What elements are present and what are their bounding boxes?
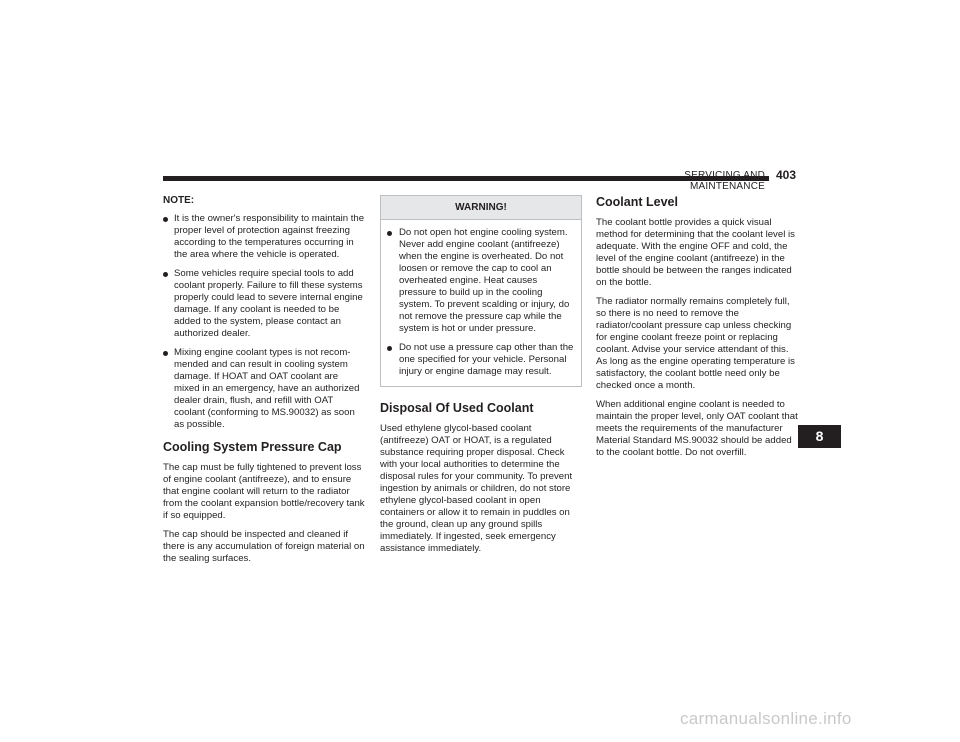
warning-text: Do not open hot engine cooling system. Never add engine coolant (antifreeze) when the engine is overheated. Do not loosen or remove the cap to cool an overheated engine. Heat causes pressure to build up in the cooling system. To prevent scalding or injury, do not remove the pressure cap while the system is hot or under pressure.	[399, 227, 570, 334]
note-item	[163, 347, 365, 431]
note-item	[163, 213, 365, 261]
warning-text: Do not use a pressure cap other than the one specified for your vehicle. Personal injury or engine damage may result.	[399, 342, 574, 377]
disposal-paragraph: Used ethylene glycol-based coolant (antifreeze) OAT or HOAT, is a regulated substance requiring proper disposal. Check with your local authorities to determine the disposal rules for your community. To prevent ingestion by animals or children, do not store ethylene glycol-based coolant in open containers or allow it to remain in puddles on the ground, clean up any ground spills immediately. If ingested, seek emergency assistance immediately.	[380, 423, 573, 554]
pressure-cap-heading: Cooling System Pressure Cap	[163, 440, 342, 454]
section-title: SERVICING AND MAINTENANCE	[684, 170, 765, 192]
watermark: carmanualsonline.info	[680, 709, 852, 728]
bullet-icon	[387, 346, 392, 351]
warning-item	[387, 227, 575, 335]
coolant-level-paragraph: The radiator normally remains completely full, so there is no need to remove the radiator/coolant pressure cap unless checking for engine coolant freeze point or replacing coolant. Advise your service attendant of this. As long as the engine operating temperature is satisfactory, the coolant bottle need only be checked once a month.	[596, 296, 795, 391]
column-middle	[380, 195, 582, 562]
warning-list	[387, 227, 575, 378]
bullet-icon	[163, 272, 168, 277]
warning-item	[387, 342, 575, 378]
column-left	[163, 195, 365, 572]
bullet-icon	[163, 217, 168, 222]
chapter-tab: 8	[798, 425, 841, 448]
warning-box	[380, 195, 582, 387]
column-right	[596, 195, 798, 466]
warning-body	[381, 220, 581, 386]
note-list	[163, 213, 365, 431]
pressure-cap-paragraph: The cap must be fully tightened to prevent loss of engine coolant (antifreeze), and to ensure that engine coolant will return to the radiator from the coolant expansion bottle/recovery tank if so equipped.	[163, 462, 365, 521]
coolant-level-paragraph: When additional engine coolant is needed to maintain the proper level, only OAT coolant that meets the requirements of the manufacturer Material Standard MS.90032 should be added to the coolant bottle. Do not overfill.	[596, 399, 798, 458]
note-text: It is the owner's responsibility to maintain the proper level of protection against freezing according to the temperatures occurring in the area where the vehicle is operated.	[174, 213, 365, 260]
coolant-level-paragraph: The coolant bottle provides a quick visual method for determining that the coolant level is adequate. With the engine OFF and cold, the level of the engine coolant (antifreeze) in the bottle should be between the ranges indicated on the bottle.	[596, 217, 795, 288]
disposal-heading: Disposal Of Used Coolant	[380, 401, 534, 415]
coolant-level-heading: Coolant Level	[596, 195, 678, 209]
note-text: Some vehicles require special tools to add coolant properly. Failure to fill these systems properly could lead to severe internal engine damage. If any coolant is needed to be added to the system, please contact an authorized dealer.	[174, 268, 363, 339]
page-number: 403	[776, 168, 797, 182]
bullet-icon	[387, 231, 392, 236]
warning-title: WARNING!	[381, 196, 581, 220]
note-text: Mixing engine coolant types is not recom-mended and can result in cooling system damage. If HOAT and OAT coolant are mixed in an emergency, have an authorized dealer drain, flush, and refill with OAT coolant (conforming to MS.90032) as soon as possible.	[174, 347, 360, 430]
note-label: NOTE:	[163, 195, 195, 206]
pressure-cap-paragraph: The cap should be inspected and cleaned if there is any accumulation of foreign material on the sealing surfaces.	[163, 529, 365, 564]
note-item	[163, 268, 365, 340]
bullet-icon	[163, 351, 168, 356]
